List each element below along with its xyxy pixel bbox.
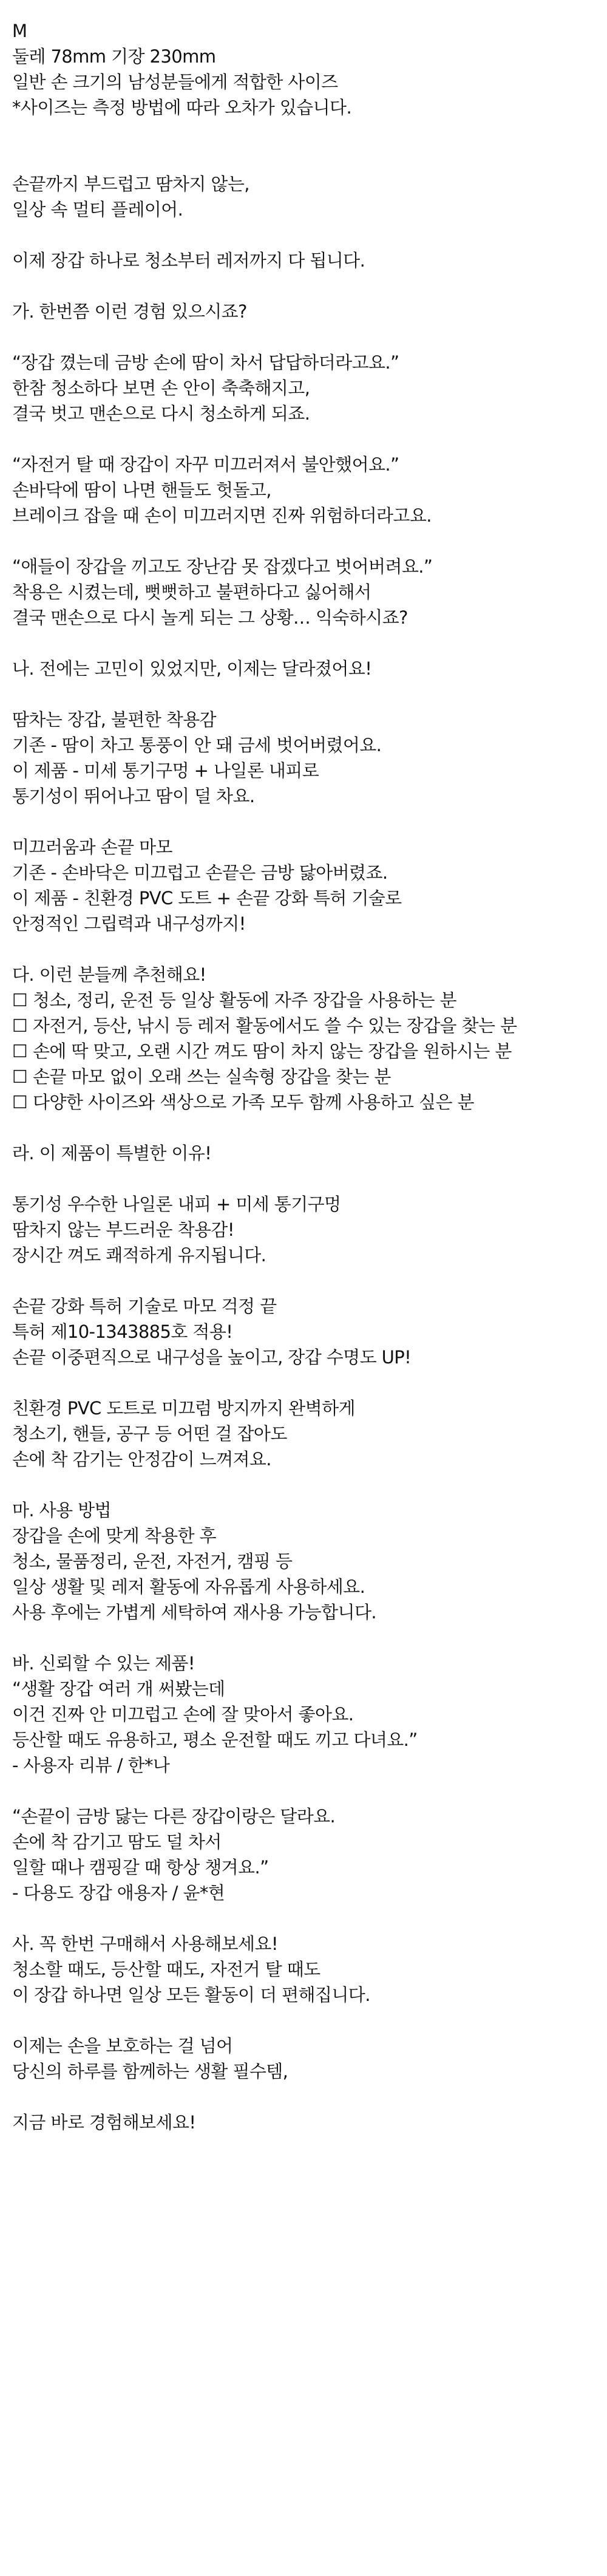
text-line: “애들이 장갑을 끼고도 장난감 못 잡겠다고 벗어버려요.”: [12, 556, 433, 577]
text-line: *사이즈는 측정 방법에 따라 오차가 있습니다.: [12, 97, 352, 118]
text-line: 바. 신뢰할 수 있는 제품!: [12, 1653, 195, 1674]
text-line: 브레이크 잡을 때 손이 미끄러지면 진짜 위험하더라고요.: [12, 505, 432, 526]
text-line: 사용 후에는 가볍게 세탁하여 재사용 가능합니다.: [12, 1602, 376, 1623]
text-line: 특허 제10-1343885호 적용!: [12, 1321, 233, 1342]
text-line: ☐ 자전거, 등산, 낚시 등 레저 활동에서도 쓸 수 있는 장갑을 찾는 분: [12, 1015, 517, 1036]
text-block: [12, 452, 595, 528]
text-line: 일상 생활 및 레저 활동에 자유롭게 사용하세요.: [12, 1576, 365, 1597]
text-line: 일반 손 크기의 남성분들에게 적합한 사이즈: [12, 72, 338, 92]
text-block: [12, 962, 595, 1115]
text-block: [12, 707, 595, 809]
text-line: 기존 - 손바닥은 미끄럽고 손끝은 금방 닳아버렸죠.: [12, 862, 388, 883]
text-line: - 다용도 장갑 애용자 / 윤*현: [12, 1883, 225, 1903]
text-block: [12, 1651, 595, 1778]
text-block: [12, 554, 595, 630]
text-line: 청소, 물품정리, 운전, 자전거, 캠핑 등: [12, 1551, 293, 1572]
text-line: 이 제품 - 미세 통기구멍 + 나일론 내피로: [12, 760, 319, 781]
text-line: 손끝 이중편직으로 내구성을 높이고, 장갑 수명도 UP!: [12, 1347, 412, 1368]
text-line: 결국 벗고 맨손으로 다시 청소하게 되죠.: [12, 403, 310, 424]
text-block: [12, 1191, 595, 1268]
text-block: [12, 1931, 595, 2008]
text-line: 일상 속 멀티 플레이어.: [12, 199, 183, 220]
text-line: 나. 전에는 고민이 있었지만, 이제는 달라졌어요!: [12, 658, 372, 679]
text-line: 등산할 때도 유용하고, 평소 운전할 때도 끼고 다녀요.”: [12, 1729, 418, 1750]
text-line: 이건 진짜 안 미끄럽고 손에 잘 맞아서 좋아요.: [12, 1704, 354, 1725]
text-line: 이 제품 - 친환경 PVC 도트 + 손끝 강화 특허 기술로: [12, 888, 402, 908]
text-line: 청소기, 핸들, 공구 등 어떤 걸 잡아도: [12, 1423, 287, 1444]
text-line: 라. 이 제품이 특별한 이유!: [12, 1143, 212, 1164]
text-line: “장갑 꼈는데 금방 손에 땀이 차서 답답하더라고요.”: [12, 352, 399, 373]
text-block: [12, 2033, 595, 2084]
text-block: [12, 18, 595, 120]
text-block: [12, 2110, 595, 2135]
text-line: 땀차는 장갑, 불편한 착용감: [12, 709, 217, 730]
text-block: [12, 1804, 595, 1906]
text-line: 이 장갑 하나면 일상 모든 활동이 더 편해집니다.: [12, 1985, 370, 2005]
text-line: 안정적인 그립력과 내구성까지!: [12, 913, 246, 934]
text-line: 다. 이런 분들께 추천해요!: [12, 964, 206, 985]
text-line: “자전거 탈 때 장갑이 자꾸 미끄러져서 불안했어요.”: [12, 454, 399, 475]
text-block: [12, 1498, 595, 1625]
text-block: [12, 171, 595, 222]
text-line: 미끄러움과 손끝 마모: [12, 837, 172, 857]
text-line: 손에 착 감기는 안정감이 느껴져요.: [12, 1449, 271, 1470]
text-line: 당신의 하루를 함께하는 생활 필수템,: [12, 2061, 288, 2082]
text-line: 장갑을 손에 맞게 착용한 후: [12, 1525, 217, 1546]
text-block: [12, 299, 595, 324]
text-line: 가. 한번쯤 이런 경험 있으시죠?: [12, 301, 247, 322]
text-line: 손끝 강화 특허 기술로 마모 걱정 끝: [12, 1296, 277, 1317]
text-line: “생활 장갑 여러 개 써봤는데: [12, 1678, 225, 1699]
text-line: 땀차지 않는 부드러운 착용감!: [12, 1219, 234, 1240]
text-line: 통기성 우수한 나일론 내피 + 미세 통기구멍: [12, 1194, 341, 1215]
product-description-document: [12, 18, 595, 2161]
text-block: [12, 1293, 595, 1370]
text-block: [12, 1140, 595, 1166]
text-line: ☐ 청소, 정리, 운전 등 일상 활동에 자주 장갑을 사용하는 분: [12, 990, 456, 1010]
text-block: [12, 1395, 595, 1472]
text-line: M: [12, 21, 27, 41]
text-block: [12, 834, 595, 936]
text-line: 한참 청소하다 보면 손 안이 축축해지고,: [12, 378, 310, 398]
text-block: [12, 350, 595, 426]
text-line: ☐ 손끝 마모 없이 오래 쓰는 실속형 장갑을 찾는 분: [12, 1066, 391, 1087]
text-line: ☐ 손에 딱 맞고, 오랜 시간 껴도 땀이 차지 않는 장갑을 원하시는 분: [12, 1041, 512, 1061]
text-line: 손에 착 감기고 땀도 덜 차서: [12, 1831, 222, 1852]
text-line: 결국 맨손으로 다시 놀게 되는 그 상황… 익숙하시죠?: [12, 607, 408, 628]
text-line: 사. 꼭 한번 구매해서 사용해보세요!: [12, 1934, 278, 1954]
text-line: 장시간 껴도 쾌적하게 유지됩니다.: [12, 1245, 266, 1266]
text-line: 지금 바로 경험해보세요!: [12, 2112, 196, 2133]
text-line: 청소할 때도, 등산할 때도, 자전거 탈 때도: [12, 1959, 320, 1980]
text-line: 이제 장갑 하나로 청소부터 레저까지 다 됩니다.: [12, 250, 365, 271]
text-line: 기존 - 땀이 차고 통풍이 안 돼 금세 벗어버렸어요.: [12, 735, 382, 755]
text-block: [12, 656, 595, 681]
text-line: 착용은 시켰는데, 뻣뻣하고 불편하다고 싫어해서: [12, 582, 371, 602]
text-line: 통기성이 뛰어나고 땀이 덜 차요.: [12, 786, 255, 806]
text-line: 둘레 78mm 기장 230mm: [12, 46, 216, 67]
text-line: ☐ 다양한 사이즈와 색상으로 가족 모두 함께 사용하고 싶은 분: [12, 1092, 474, 1113]
text-line: - 사용자 리뷰 / 한*나: [12, 1755, 170, 1776]
text-line: 이제는 손을 보호하는 걸 넘어: [12, 2036, 233, 2056]
text-line: “손끝이 금방 닳는 다른 장갑이랑은 달라요.: [12, 1806, 336, 1827]
text-line: 마. 사용 방법: [12, 1500, 111, 1521]
text-line: 일할 때나 캠핑갈 때 항상 챙겨요.”: [12, 1857, 269, 1878]
text-block: [12, 248, 595, 273]
text-line: 손바닥에 땀이 나면 핸들도 헛돌고,: [12, 480, 271, 500]
text-line: 친환경 PVC 도트로 미끄럼 방지까지 완벽하게: [12, 1398, 355, 1419]
text-line: 손끝까지 부드럽고 땀차지 않는,: [12, 174, 249, 194]
